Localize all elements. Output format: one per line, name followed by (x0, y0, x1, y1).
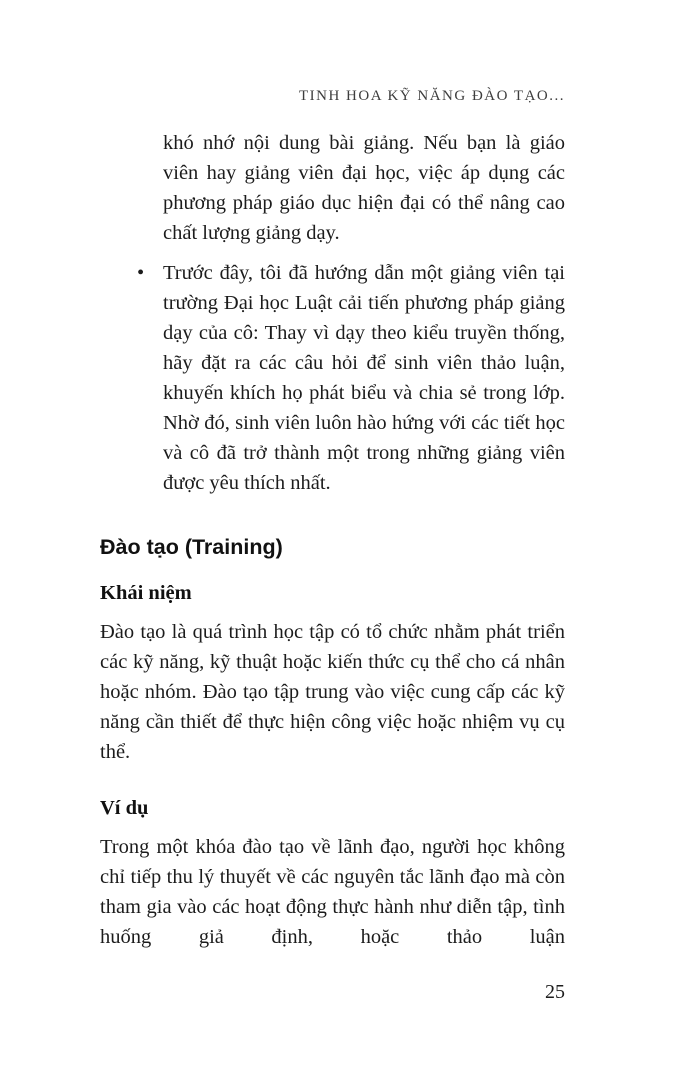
subheading-vi-du: Ví dụ (100, 797, 149, 819)
paragraph-khai-niem: Đào tạo là quá trình học tập có tổ chức nhằm phát triển các kỹ năng, kỹ thuật hoặc kiến thức cụ thể cho cá nhân hoặc nhóm. Đào tạo tập trung vào việc cung cấp các kỹ năng cần thiết để thực hiện công việc hoặc nhiệm vụ cụ thể. (100, 621, 565, 763)
subheading-khai-niem: Khái niệm (100, 582, 192, 604)
text-block (100, 128, 565, 972)
paragraph-vi-du: Trong một khóa đào tạo về lãnh đạo, người học không chỉ tiếp thu lý thuyết về các nguyên tắc lãnh đạo mà còn tham gia vào các hoạt động thực hành như diễn tập, tình huống giả định, hoặc thảo luận (100, 836, 565, 948)
running-header: TINH HOA KỸ NĂNG ĐÀO TẠO... (298, 88, 565, 104)
bullet-item-text: Trước đây, tôi đã hướng dẫn một giảng viên tại trường Đại học Luật cải tiến phương pháp giảng dạy của cô: Thay vì dạy theo kiểu truyền thống, hãy đặt ra các câu hỏi để sinh viên thảo luận, khuyến khích họ phát biểu và chia sẻ trong lớp. Nhờ đó, sinh viên luôn hào hứng với các tiết học và cô đã trở thành một trong những giảng viên được yêu thích nhất. (163, 262, 565, 494)
bullet-continuation-paragraph (100, 128, 565, 248)
page-number: 25 (545, 981, 565, 1003)
bullet-list-item (100, 258, 565, 498)
section-heading-dao-tao: Đào tạo (Training) (100, 535, 283, 559)
bullet-continuation-text: khó nhớ nội dung bài giảng. Nếu bạn là giáo viên hay giảng viên đại học, việc áp dụng các phương pháp giáo dục hiện đại có thể nâng cao chất lượng giảng dạy. (163, 132, 565, 244)
bullet-icon: • (137, 262, 145, 284)
